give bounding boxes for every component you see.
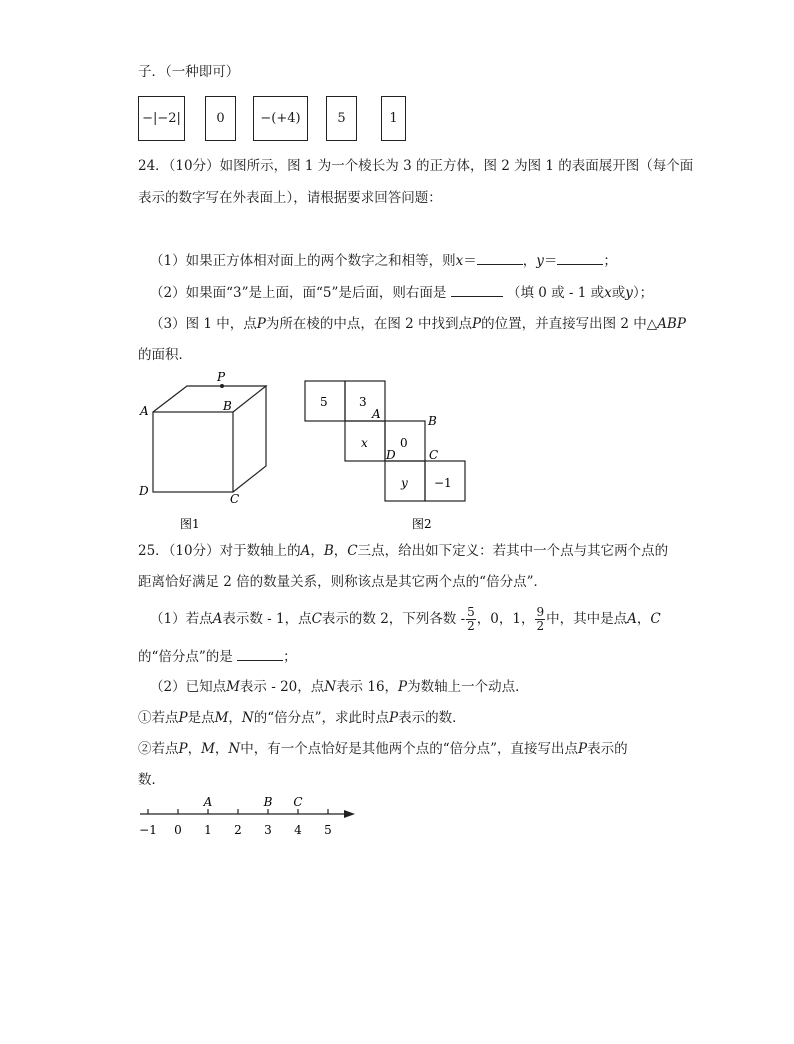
q23-tail: 子．（一种即可）: [138, 64, 240, 80]
number-line-arrow: [344, 810, 355, 818]
card-3: −(+4): [253, 96, 308, 141]
net-text-3: 3: [359, 395, 367, 409]
card-5: 1: [381, 96, 406, 141]
q25-part1: （1）若点A表示数 - 1，点C表示的数 2，下列各数 - $\frac{5}{2}$ ，0，1， $\frac{9}{2}$ 中，其中是点A，C: [150, 605, 661, 633]
number-line-tick-label: −1: [139, 823, 157, 837]
answer-blank-x[interactable]: [477, 250, 523, 265]
label-b: B: [223, 399, 232, 413]
q25-part1-line2: 的“倍分点”的是 ；: [138, 646, 297, 667]
net-text-y: y: [401, 476, 408, 490]
q24-line1: 24．（10分）如图所示，图 1 为一个棱长为 3 的正方体，图 2 为图 1 的表面展开图（每个面: [138, 158, 694, 174]
net-text-x: x: [361, 436, 368, 450]
q25-case2-line2: 数．: [138, 772, 165, 788]
number-line-tick-label: 3: [264, 823, 272, 837]
cube-top-face: [153, 386, 266, 412]
card-2: 0: [205, 96, 236, 141]
number-line-point-c: C: [293, 795, 303, 809]
label-d: D: [139, 484, 149, 498]
figure-2-net: [300, 375, 475, 535]
figure-1-cube: [130, 368, 280, 533]
net-text-0: 0: [400, 436, 408, 450]
number-line-point-a: A: [203, 795, 213, 809]
q25-line1: 25．（10分）对于数轴上的A，B，C三点，给出如下定义：若其中一个点与其它两个点的: [138, 543, 669, 559]
fraction-9-2: $\frac{9}{2}$: [536, 605, 545, 633]
net-label-a: A: [372, 407, 381, 421]
q25-line2: 距离恰好满足 2 倍的数量关系，则称该点是其它两个点的“倍分点”．: [138, 574, 547, 590]
card-4: 5: [326, 96, 357, 141]
answer-blank-y[interactable]: [557, 250, 603, 265]
answer-blank-multiple-point[interactable]: [237, 646, 283, 661]
q24-part2: （2）如果面“3”是上面，面“5”是后面，则右面是 （填 0 或 - 1 或x或y）；: [150, 282, 653, 303]
q24-part3-line2: 的面积．: [138, 347, 192, 363]
net-label-b: B: [428, 414, 437, 428]
card-1: −|−2|: [138, 96, 185, 141]
number-line-tick-label: 4: [294, 823, 302, 837]
net-label-d: D: [386, 448, 396, 462]
number-line-tick-label: 1: [204, 823, 212, 837]
net-label-c: C: [429, 448, 439, 462]
number-line-tick-label: 0: [174, 823, 182, 837]
number-line-tick-label: 2: [234, 823, 242, 837]
q25-case2: ②若点P，M，N中，有一个点恰好是其他两个点的“倍分点”，直接写出点P表示的: [138, 741, 628, 757]
answer-blank-right-face[interactable]: [451, 282, 503, 297]
q24-line2: 表示的数字写在外表面上），请根据要求回答问题：: [138, 190, 442, 206]
q24-part1: （1）如果正方体相对面上的两个数字之和相等，则x＝ ，y＝ ；: [150, 250, 617, 271]
cube-front-face: [153, 412, 233, 492]
point-p-dot: [220, 384, 224, 388]
q24-part3: （3）图 1 中，点P为所在棱的中点，在图 2 中找到点P的位置，并直接写出图 2 中△ABP: [150, 316, 686, 332]
label-a: A: [140, 404, 149, 418]
number-line: [130, 790, 370, 840]
label-p: P: [217, 370, 226, 384]
net-text-5: 5: [320, 395, 328, 409]
figure-1-caption: 图1: [180, 517, 200, 531]
net-text-neg1: −1: [434, 476, 452, 490]
number-line-point-b: B: [263, 795, 273, 809]
number-line-tick-label: 5: [324, 823, 332, 837]
label-c: C: [230, 492, 240, 506]
figure-2-caption: 图2: [412, 517, 432, 531]
cube-right-edge: [233, 386, 266, 492]
fraction-5-2: $\frac{5}{2}$: [467, 605, 475, 633]
q25-part2: （2）已知点M表示 - 20，点N表示 16，P为数轴上一个动点．: [150, 679, 529, 695]
q25-case1: ①若点P是点M，N的“倍分点”，求此时点P表示的数．: [138, 710, 466, 726]
